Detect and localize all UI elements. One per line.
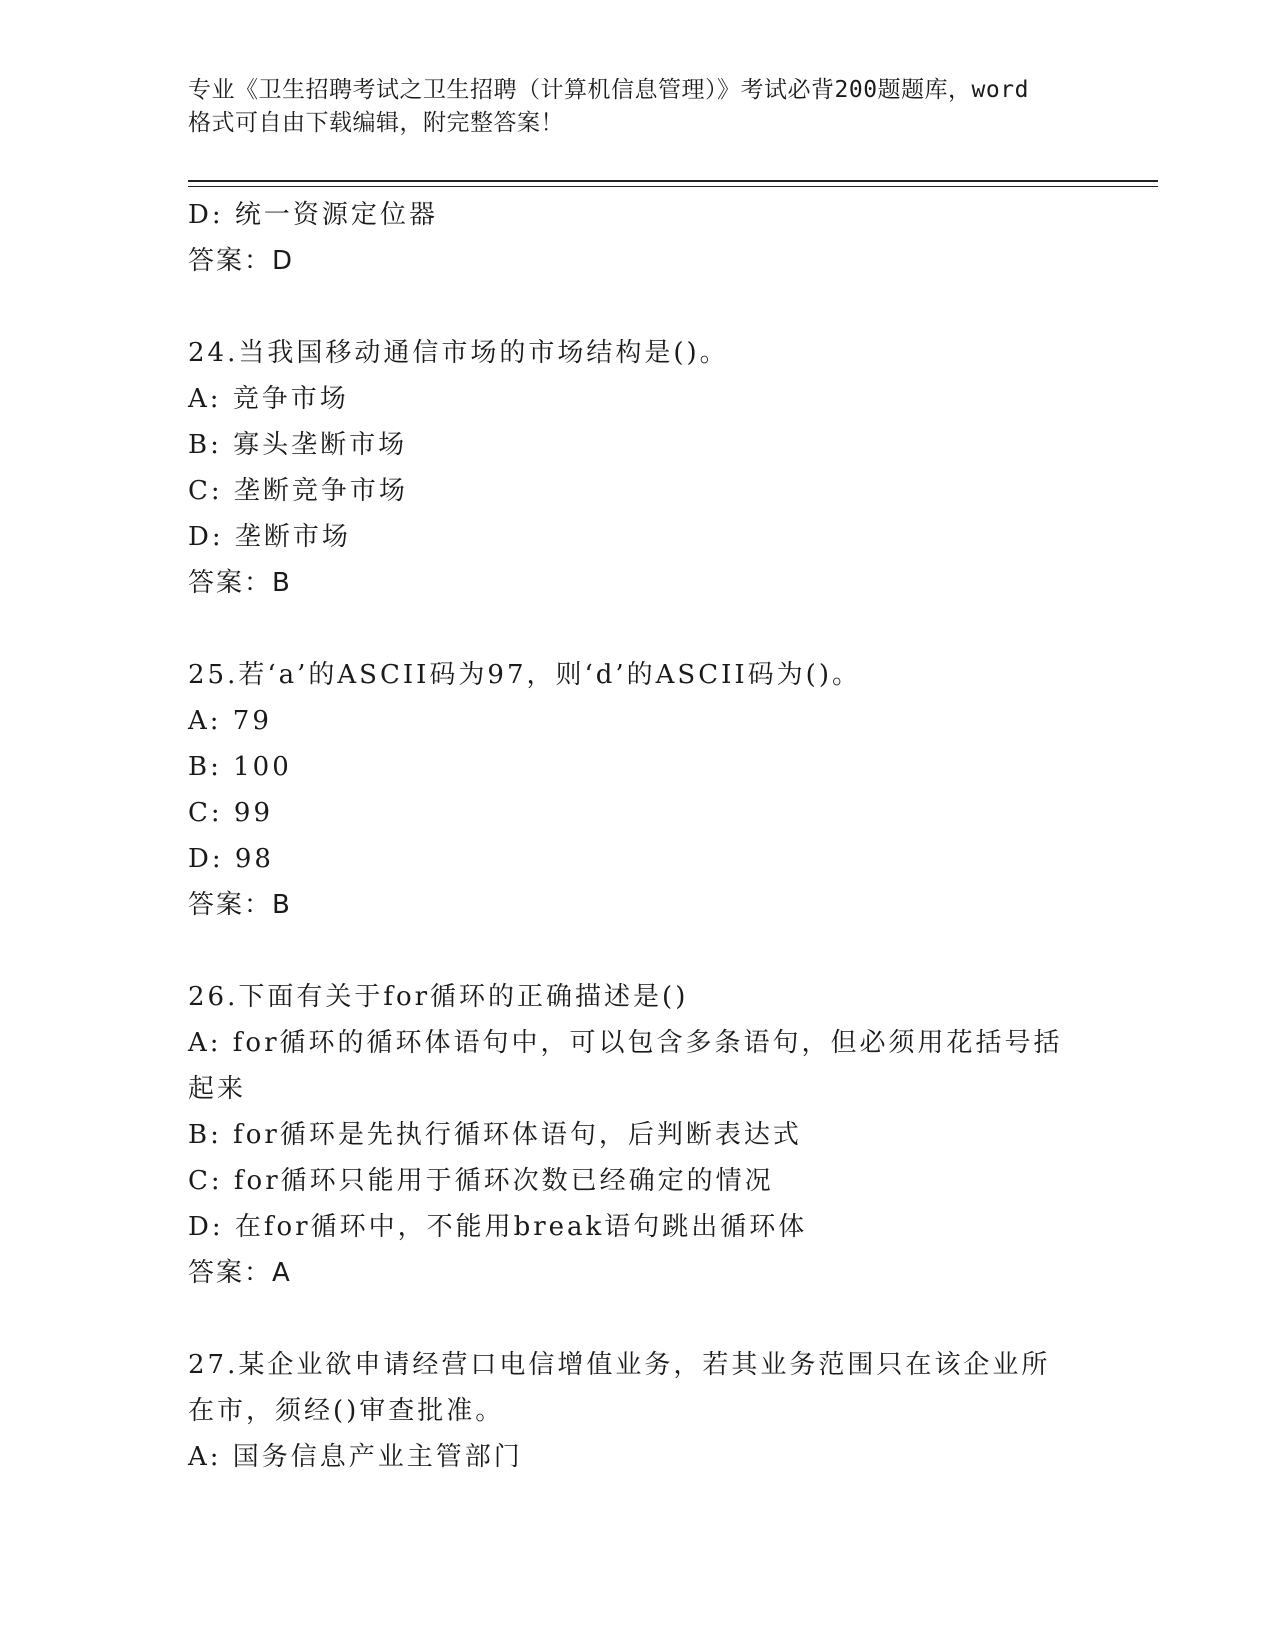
- answer: 答案：A: [188, 1258, 292, 1288]
- spacer: [188, 928, 1088, 974]
- answer: 答案：B: [188, 568, 292, 598]
- question-stem: 24.当我国移动通信市场的市场结构是()。: [188, 338, 729, 368]
- option-c: C: 垄断竞争市场: [188, 476, 408, 506]
- spacer: [188, 606, 1088, 652]
- option-a: A: for循环的循环体语句中，可以包含多条语句，但必须用花括号括起来: [188, 1028, 1063, 1104]
- option-a: A: 79: [188, 706, 272, 736]
- document-header: [188, 74, 1108, 140]
- spacer: [188, 1296, 1088, 1342]
- option-c: C: 99: [188, 798, 274, 828]
- header-line-1: 专业《卫生招聘考试之卫生招聘（计算机信息管理）》考试必背200题题库，word: [188, 77, 1029, 103]
- question-24: [188, 330, 1088, 606]
- header-line-2: 格式可自由下载编辑，附完整答案！: [188, 110, 564, 136]
- question-26: [188, 974, 1088, 1296]
- option-b: B: 寡头垄断市场: [188, 430, 408, 460]
- question-stem: 25.若‘a’的ASCII码为97，则‘d’的ASCII码为()。: [188, 660, 861, 690]
- question-list: [188, 192, 1088, 1480]
- option-d: D: 98: [188, 844, 274, 874]
- option-d: D: 垄断市场: [188, 522, 351, 552]
- header-rule-thick: [188, 180, 1158, 182]
- answer: 答案：B: [188, 890, 292, 920]
- question-23-tail: [188, 192, 1088, 284]
- header-rule-thin: [188, 186, 1158, 187]
- option-c: C: for循环只能用于循环次数已经确定的情况: [188, 1166, 774, 1196]
- option-d: D: 在for循环中，不能用break语句跳出循环体: [188, 1212, 808, 1242]
- option-a: A: 国务信息产业主管部门: [188, 1442, 523, 1472]
- question-25: [188, 652, 1088, 928]
- question-stem: 27.某企业欲申请经营口电信增值业务，若其业务范围只在该企业所在市，须经()审查批准。: [188, 1350, 1051, 1426]
- question-27: [188, 1342, 1088, 1480]
- option-a: A: 竞争市场: [188, 384, 349, 414]
- option-b: B: 100: [188, 752, 292, 782]
- option-d: D: 统一资源定位器: [188, 200, 438, 230]
- question-stem: 26.下面有关于for循环的正确描述是(): [188, 982, 689, 1012]
- option-b: B: for循环是先执行循环体语句，后判断表达式: [188, 1120, 802, 1150]
- answer: 答案：D: [188, 246, 295, 276]
- spacer: [188, 284, 1088, 330]
